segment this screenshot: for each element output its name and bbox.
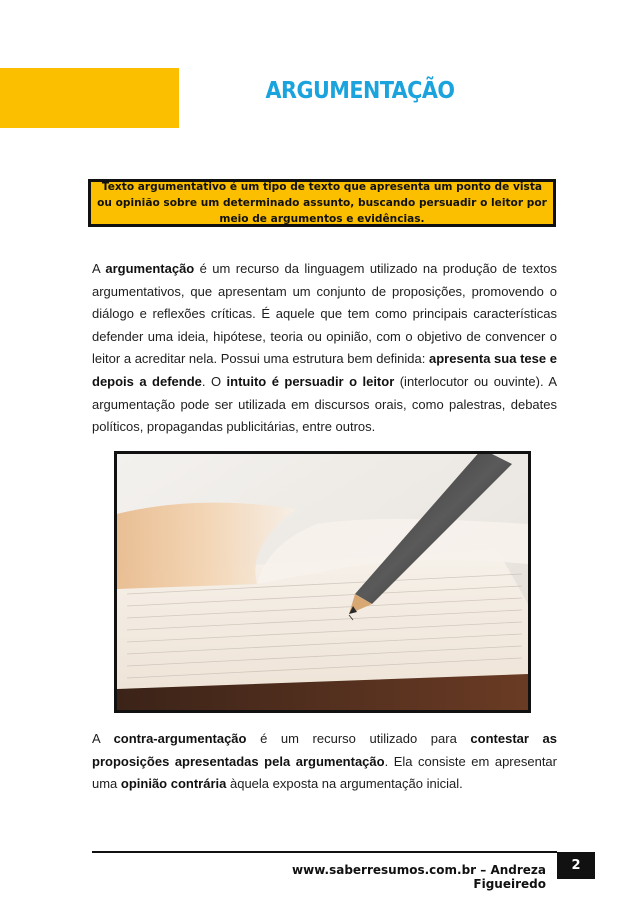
para2-text: . Ela consiste em apresentar uma [92,753,557,792]
pencil-notebook-image [117,454,528,710]
footer-divider [92,851,557,853]
paragraph-argumentacao [92,258,557,439]
para2-text: é um recurso utilizado para [246,731,471,746]
para2-bold-term: contra-argumentação [113,731,247,746]
para1-bold-term: argumentação [105,261,195,276]
para1-text: . O [201,373,227,389]
pencil-notebook-photo [114,451,531,713]
para2-bold-opinion: opinião contrária [120,776,227,792]
page-number: 2 [557,852,595,879]
definition-text: Texto argumentativo é um tipo de texto que apresenta um ponto de vista ou opinião sobre um determinado assunto, buscando persuadir o leitor por meio de argumentos e evidências. [97,181,547,225]
para2-text: àquela exposta na argumentação inicial. [226,776,463,792]
para2-bold-contest: contestar as proposições apresentadas pela argumentação [92,731,557,769]
para1-text: A [92,261,106,276]
para1-bold-structure: apresenta sua tese e depois a defende [92,351,557,389]
yellow-header-bar [0,68,179,128]
footer-credit: www.saberresumos.com.br – Andreza Figueiredo [292,863,546,891]
para1-bold-intent: intuito é persuadir o leitor [226,373,395,389]
para1-text: (interlocutor ou ouvinte). A argumentação pode ser utilizada em discursos orais, como palestras, debates políticos, propagandas publicitárias, entre outros. [92,373,557,435]
page-title: ARGUMENTAÇÃO [265,78,455,104]
definition-box [88,179,556,227]
para1-text: é um recurso da linguagem utilizado na produção de textos argumentativos, que apresentam um conjunto de proposições, promovendo o diálogo e reflexões críticas. É aquele que tem como principais características defender uma ideia, hipótese, teoria ou opinião, com o objetivo de convencer o leitor a acreditar nela. Possui uma estrutura bem definida: [92,261,557,367]
paragraph-contra-argumentacao [92,728,557,796]
para2-text: A [92,731,114,746]
